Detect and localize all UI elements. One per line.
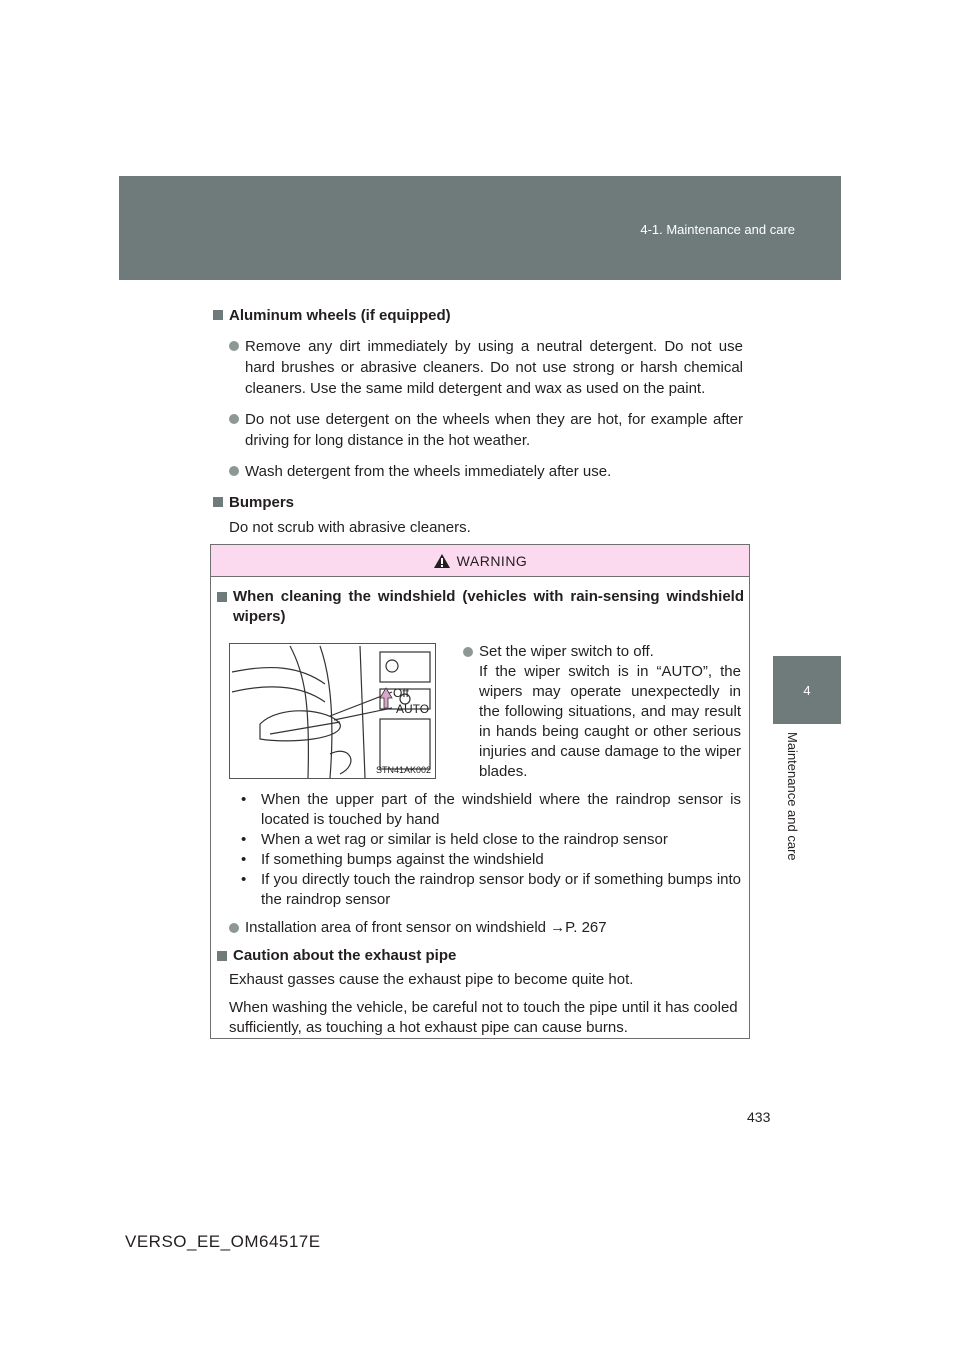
square-bullet-icon: [217, 592, 227, 602]
wiper-switch-figure: [229, 643, 436, 779]
chapter-number: 4: [803, 683, 811, 698]
auto-label: AUTO: [396, 702, 430, 716]
warning-body: [217, 587, 744, 637]
square-bullet-icon: [213, 310, 223, 320]
list-item: Installation area of front sensor on windshield →P. 267: [229, 918, 744, 938]
off-label: Off: [393, 686, 409, 700]
round-bullet-icon: [229, 341, 239, 351]
list-item: • If you directly touch the raindrop sensor body or if something bumps into the raindrop sensor: [241, 871, 741, 908]
section-header: [119, 176, 841, 280]
round-bullet-icon: [463, 647, 473, 657]
situation-list: [241, 790, 741, 910]
warning-lower: [217, 790, 744, 1038]
page-number: 433: [747, 1109, 771, 1125]
main-content: [213, 305, 743, 548]
round-bullet-icon: [229, 923, 239, 933]
warning-title: WARNING: [456, 552, 528, 569]
exhaust-text-1: Exhaust gasses cause the exhaust pipe to become quite hot.: [229, 971, 634, 988]
round-bullet-icon: [229, 466, 239, 476]
aluminum-heading: Aluminum wheels (if equipped): [213, 305, 743, 326]
square-bullet-icon: [217, 951, 227, 961]
exhaust-text-2: When washing the vehicle, be careful not to touch the pipe until it has cooled sufficiently, as touching a hot exhaust pipe can cause burns.: [229, 999, 738, 1036]
section-title: 4-1. Maintenance and care: [640, 222, 795, 237]
warning-header: [211, 545, 749, 577]
bumpers-text: Do not scrub with abrasive cleaners.: [229, 519, 471, 536]
figure-code: STN41AK002: [375, 765, 431, 775]
warning-triangle-icon: [433, 553, 451, 569]
chapter-label: Maintenance and care: [785, 732, 800, 861]
wiper-instructions: [463, 642, 741, 782]
bumpers-heading: Bumpers: [213, 492, 743, 513]
exhaust-heading: Caution about the exhaust pipe: [217, 946, 744, 966]
list-item: • When the upper part of the windshield where the raindrop sensor is located is touched by hand: [241, 791, 741, 828]
list-item: Wash detergent from the wheels immediately after use.: [229, 461, 743, 482]
warning-box: [210, 544, 750, 1039]
list-item: Do not use detergent on the wheels when they are hot, for example after driving for long distance in the hot weather.: [229, 409, 743, 451]
list-item: Set the wiper switch to off.: [463, 642, 741, 662]
wiper-detail: If the wiper switch is in “AUTO”, the wipers may operate unexpectedly in the following situations, and may result in hands being caught or other serious injuries and cause damage to the wiper blades.: [479, 663, 741, 780]
chapter-tab: [773, 656, 841, 724]
square-bullet-icon: [213, 497, 223, 507]
document-code: VERSO_EE_OM64517E: [125, 1232, 321, 1251]
list-item: Remove any dirt immediately by using a neutral detergent. Do not use hard brushes or abrasive cleaners. Do not use strong or harsh chemical cleaners. Use the same mild detergent and wax as used on the paint.: [229, 336, 743, 399]
windshield-heading: When cleaning the windshield (vehicles with rain-sensing windshield wipers): [217, 587, 744, 627]
round-bullet-icon: [229, 414, 239, 424]
list-item: • If something bumps against the windshield: [241, 851, 544, 868]
list-item: • When a wet rag or similar is held close to the raindrop sensor: [241, 831, 668, 848]
